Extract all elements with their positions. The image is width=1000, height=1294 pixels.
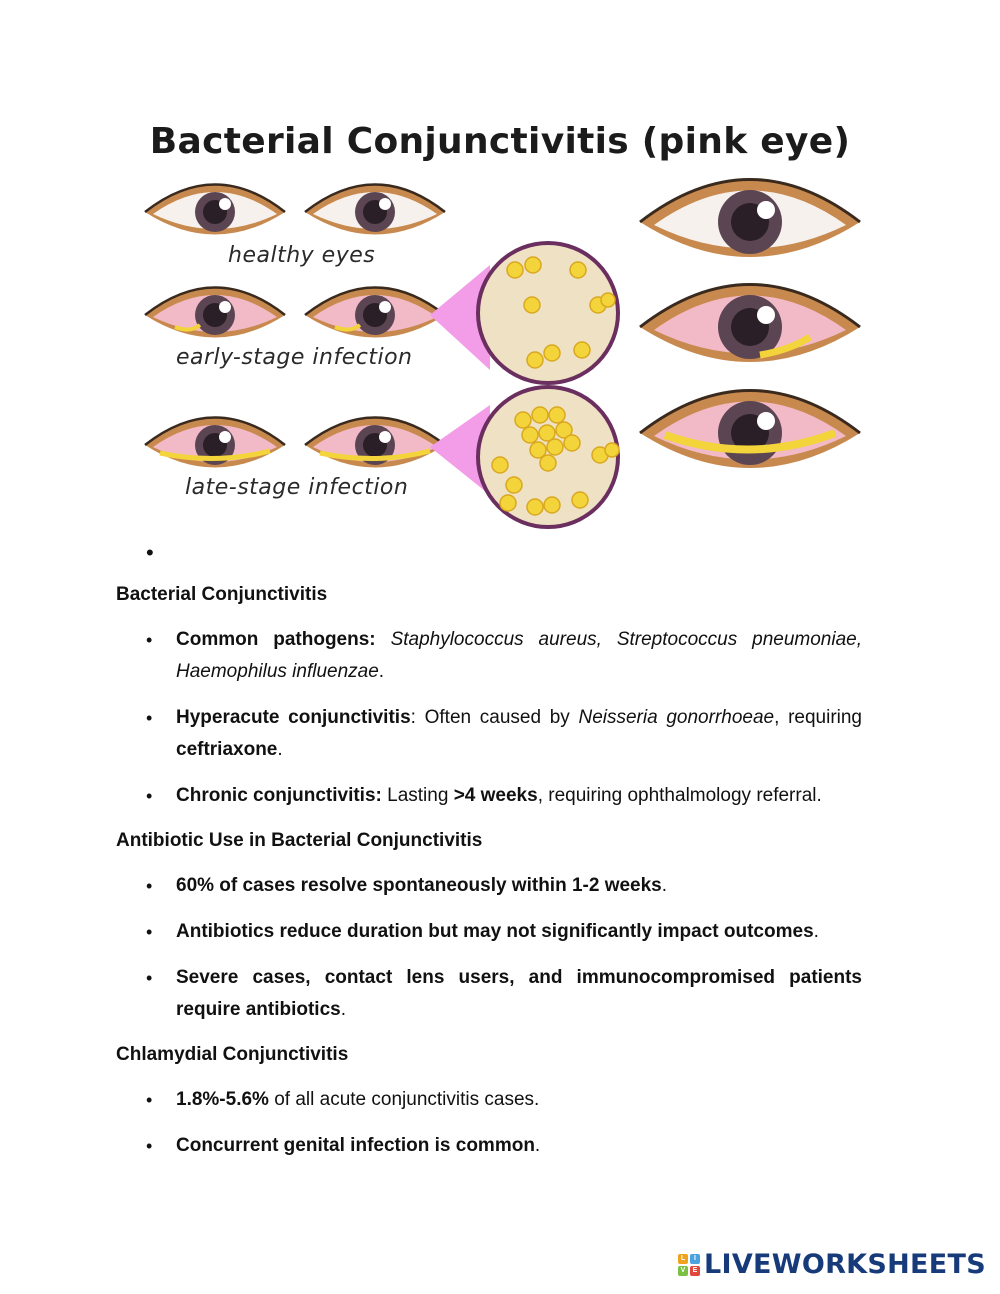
list-antibiotics	[146, 870, 862, 1026]
label-healthy: healthy eyes	[228, 243, 376, 268]
late-eye-right	[305, 418, 445, 468]
heading-antibiotic-use: Antibiotic Use in Bacterial Conjunctivitis	[116, 830, 483, 851]
list-item: • Common pathogens: Staphylococcus aureus, Streptococcus pneumoniae, Haemophilus influenzae.	[146, 624, 862, 688]
conjunctivitis-illustration	[130, 115, 870, 535]
liveworksheets-wordmark: LIVEWORKSHEETS	[703, 1249, 986, 1280]
early-eye-left	[145, 288, 285, 338]
list-item: • Chronic conjunctivitis: Lasting >4 weeks, requiring ophthalmology referral.	[146, 780, 862, 812]
figure-title: Bacterial Conjunctivitis (pink eye)	[149, 121, 851, 162]
bacteria-magnifier-late	[430, 387, 619, 527]
liveworksheets-logo	[678, 1249, 986, 1280]
list-item: • Severe cases, contact lens users, and immunocompromised patients require antibiotics.	[146, 962, 862, 1026]
list-item: • 1.8%-5.6% of all acute conjunctivitis cases.	[146, 1084, 862, 1116]
bacteria-magnifier-early	[430, 243, 618, 383]
list-item: • Hyperacute conjunctivitis: Often caused by Neisseria gonorrhoeae, requiring ceftriaxone.	[146, 702, 862, 766]
heading-chlamydial-conjunctivitis: Chlamydial Conjunctivitis	[116, 1044, 349, 1065]
list-item: • Concurrent genital infection is common.	[146, 1130, 862, 1162]
early-eye-right	[305, 288, 445, 338]
liveworksheets-logo-icon: L I V E	[678, 1254, 700, 1276]
heading-bacterial-conjunctivitis: Bacterial Conjunctivitis	[116, 584, 328, 605]
list-chlamydial	[146, 1084, 862, 1162]
label-late: late-stage infection	[185, 475, 409, 500]
eyes-illustration	[130, 115, 870, 535]
healthy-eye-right	[305, 185, 445, 235]
early-eye-closeup	[640, 285, 860, 363]
healthy-eye-left	[145, 185, 285, 235]
list-item: • Antibiotics reduce duration but may not significantly impact outcomes.	[146, 916, 862, 948]
healthy-eye-closeup	[640, 180, 860, 258]
list-bacterial	[146, 624, 862, 812]
late-eye-left	[145, 418, 285, 468]
empty-bullet: •	[146, 540, 154, 565]
label-early: early-stage infection	[176, 345, 413, 370]
list-item: • 60% of cases resolve spontaneously within 1-2 weeks.	[146, 870, 862, 902]
late-eye-closeup	[640, 391, 860, 469]
